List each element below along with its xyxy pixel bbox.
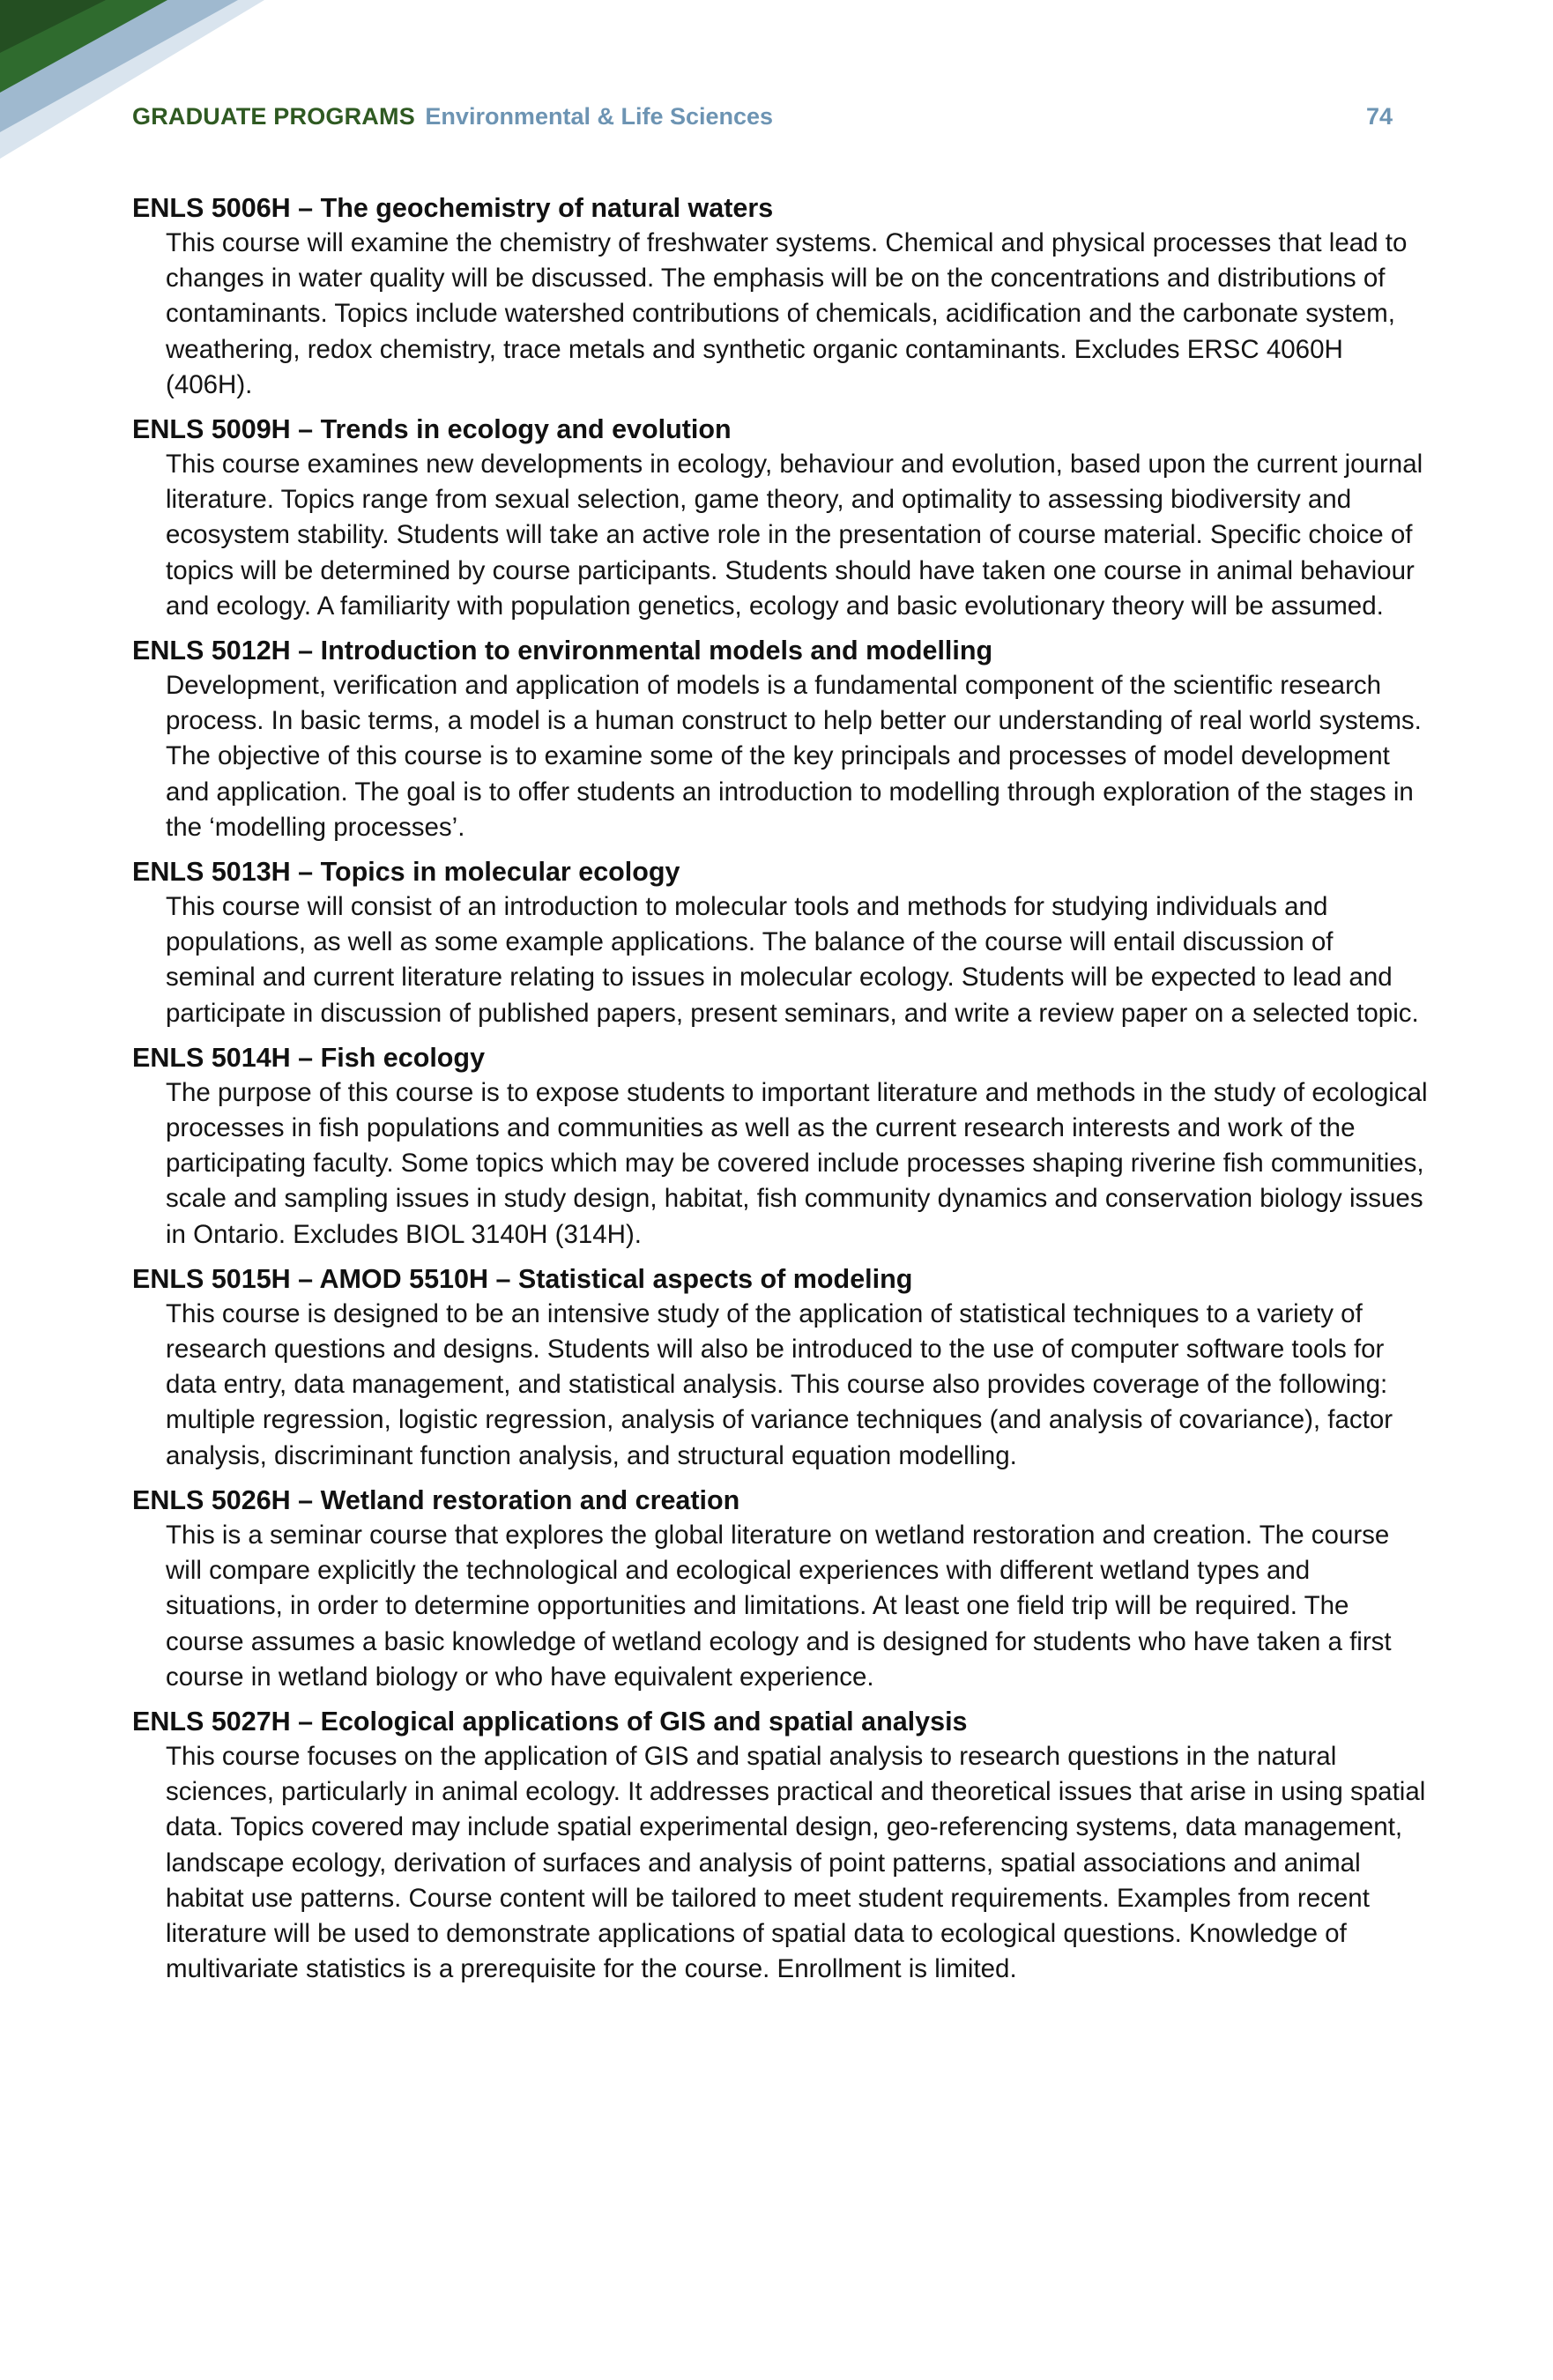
course-list	[132, 190, 1428, 1996]
course-description: This is a seminar course that explores the global literature on wetland restoration and creation. The course will compare explicitly the technological and ecological experiences with different wetland types and situations, in order to determine opportunities and limitations. At least one field trip will be required. The course assumes a basic knowledge of wetland ecology and is designed for students who have taken a first course in wetland biology or who have equivalent experience.	[166, 1520, 1392, 1692]
course-title: ENLS 5013H – Topics in molecular ecology	[132, 857, 680, 888]
course-title: ENLS 5012H – Introduction to environmental models and modelling	[132, 636, 993, 666]
course-entry	[132, 633, 1428, 845]
course-description: This course examines new developments in ecology, behaviour and evolution, based upon the current journal literature. Topics range from sexual selection, game theory, and optimality to assessing biodiversity and ecosystem stability. Students will take an active role in the presentation of course material. Specific choice of topics will be determined by course participants. Students should have taken one course in animal behaviour and ecology. A familiarity with population genetics, ecology and basic evolutionary theory will be assumed.	[166, 450, 1423, 621]
course-title: ENLS 5015H – AMOD 5510H – Statistical aspects of modeling	[132, 1263, 913, 1294]
course-entry	[132, 854, 1428, 1031]
course-entry	[132, 1483, 1428, 1695]
corner-decoration	[0, 0, 264, 159]
page-number: 74	[1365, 103, 1393, 130]
course-description: This course will examine the chemistry of freshwater systems. Chemical and physical processes that lead to changes in water quality will be discussed. The emphasis will be on the concentrations and distributions of contaminants. Topics include watershed contributions of chemicals, acidification and the carbonate system, weathering, redox chemistry, trace metals and synthetic organic contaminants. Excludes ERSC 4060H (406H).	[166, 228, 1408, 399]
course-description: This course is designed to be an intensive study of the application of statistical techniques to a variety of research questions and designs. Students will also be introduced to the use of computer software tools for data entry, data management, and statistical analysis. This course also provides coverage of the following: multiple regression, logistic regression, analysis of variance techniques (and analysis of covariance), factor analysis, discriminant function analysis, and structural equation modelling.	[166, 1298, 1393, 1470]
course-entry	[132, 1704, 1428, 1987]
course-title: ENLS 5027H – Ecological applications of GIS and spatial analysis	[132, 1706, 968, 1737]
course-entry	[132, 1261, 1428, 1474]
course-description: This course focuses on the application of GIS and spatial analysis to research questions in the natural sciences, particularly in animal ecology. It addresses practical and theoretical issues that arise in using spatial data. Topics covered may include spatial experimental design, geo-referencing systems, data management, landscape ecology, derivation of surfaces and analysis of point patterns, spatial associations and animal habitat use patterns. Course content will be tailored to meet student requirements. Examples from recent literature will be used to demonstrate applications of spatial data to ecological questions. Knowledge of multivariate statistics is a prerequisite for the course. Enrollment is limited.	[166, 1741, 1426, 1984]
course-entry	[132, 190, 1428, 403]
course-title: ENLS 5009H – Trends in ecology and evolution	[132, 414, 732, 445]
course-description: Development, verification and application of models is a fundamental component of the scientific research process. In basic terms, a model is a human construct to help better our understanding of real world systems. The objective of this course is to examine some of the key principals and processes of model development and application. The goal is to offer students an introduction to modelling through exploration of the stages in the ‘modelling processes’.	[166, 671, 1422, 842]
course-title: ENLS 5006H – The geochemistry of natural waters	[132, 193, 774, 223]
course-title: ENLS 5014H – Fish ecology	[132, 1042, 486, 1073]
course-title: ENLS 5026H – Wetland restoration and creation	[132, 1484, 740, 1515]
header-department: Environmental & Life Sciences	[425, 103, 774, 130]
course-description: This course will consist of an introduction to molecular tools and methods for studying individuals and populations, as well as some example applications. The balance of the course will entail discussion of seminal and current literature relating to issues in molecular ecology. Students will be expected to lead and participate in discussion of published papers, present seminars, and write a review paper on a selected topic.	[166, 892, 1419, 1028]
header-program: GRADUATE PROGRAMS	[132, 103, 415, 130]
course-description: The purpose of this course is to expose students to important literature and methods in the study of ecological processes in fish populations and communities as well as the current research interests and work of the participating faculty. Some topics which may be covered include processes shaping riverine fish communities, scale and sampling issues in study design, habitat, fish community dynamics and conservation biology issues in Ontario. Excludes BIOL 3140H (314H).	[166, 1077, 1428, 1249]
page-header	[132, 100, 1393, 132]
course-entry	[132, 1040, 1428, 1253]
course-entry	[132, 412, 1428, 624]
